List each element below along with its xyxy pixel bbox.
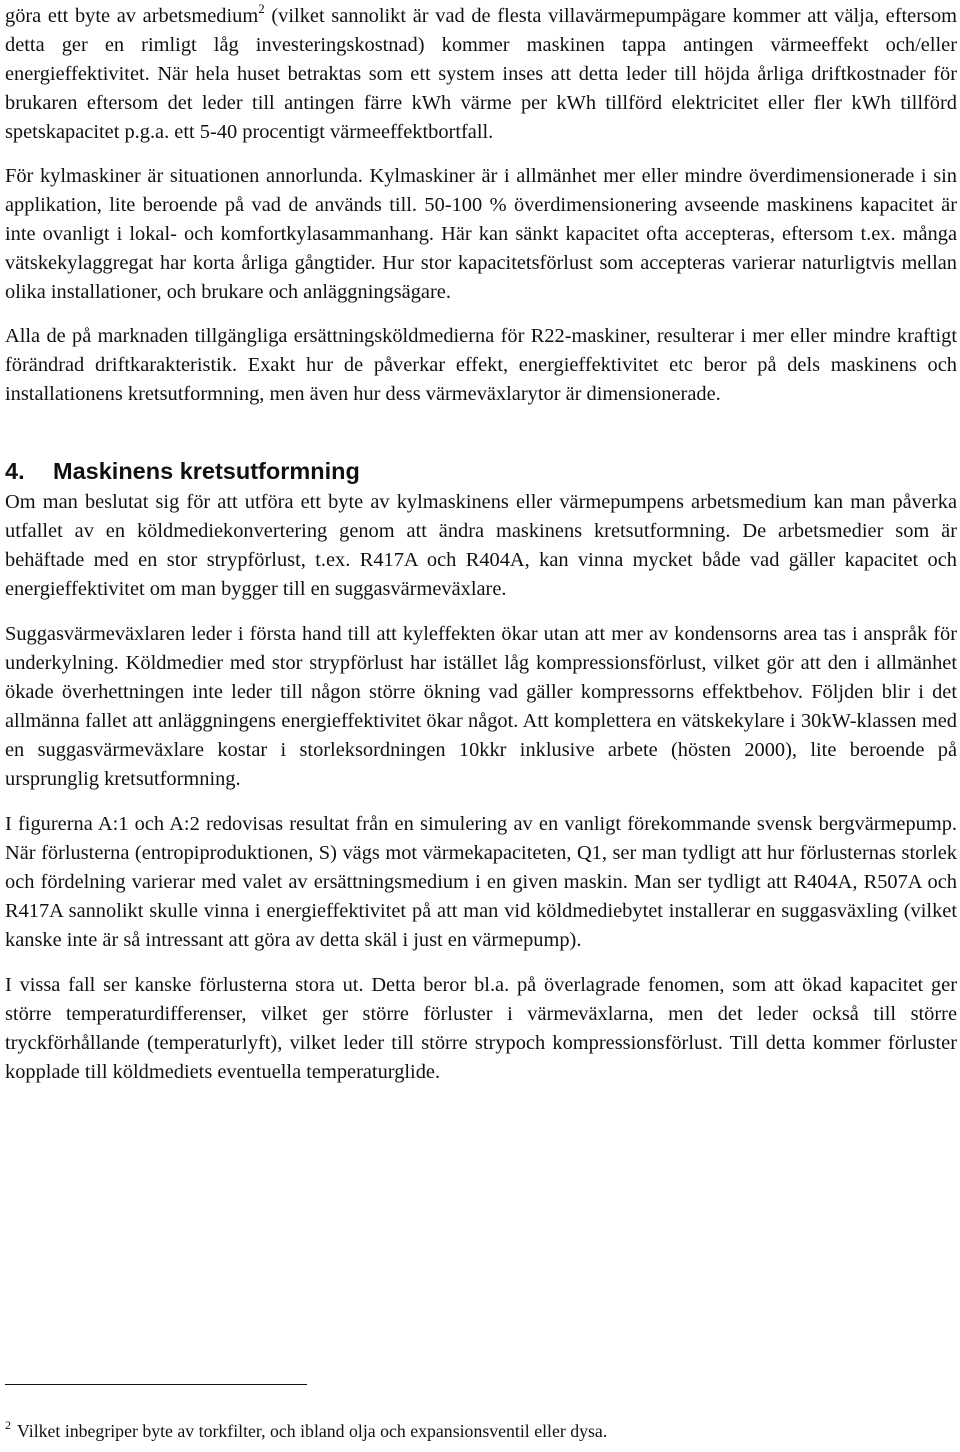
paragraph-text: göra ett byte av arbetsmedium [5, 5, 259, 27]
paragraph-text: (vilket sannolikt är vad de flesta villavärmepumpägare kommer att välja, eftersom detta ger en rimligt låg investeringskostnad) kommer maskinen tappa antingen värmeeffekt och/eller energieffektivitet. När hela huset betraktas som ett system inses att detta leder till höjda årliga driftkostnader för brukaren eftersom det leder till antingen färre kWh värme per kWh tillförd elektricitet eller fler kWh tillförd spetskapacitet p.g.a. ett 5-40 procentigt värmeeffektbortfall. [5, 5, 957, 143]
paragraph-7: I vissa fall ser kanske förlusterna stora ut. Detta beror bl.a. på överlagrade fenomen, som att ökad kapacitet ger större temperaturdifferenser, vilket ger större förluster i värmeväxlarna, men det leder också till större tryckförhållande (temperaturlyft), vilket leder till större strypoch kompressionsförlust. Till detta kommer förluster kopplade till köldmediets eventuella temperaturglide. [5, 974, 957, 1083]
paragraph-2: För kylmaskiner är situationen annorlunda. Kylmaskiner är i allmänhet mer eller mindre överdimensionerade i sin applikation, lite beroende på vad de används till. 50-100 % överdimensionering avseende maskinens kapacitet är inte ovanligt i lokal- och komfortkylasammanhang. Här kan sänkt kapacitet ofta accepteras, eftersom t.ex. många vätskekylaggregat har korta årliga gångtider. Hur stor kapacitetsförlust som accepteras varierar naturligtvis mellan olika installationer, och brukare och anläggningsägare. [5, 165, 957, 303]
paragraph-5: Suggasvärmeväxlaren leder i första hand till att kyleffekten ökar utan att mer av kondensorns area tas i anspråk för underkylning. Köldmedier med stor strypförlust har istället låg kompressionsförlust, vilket gör att den i allmänhet ökade överhettningen inte leder till någon större ökning vad gäller kompressorns effektbehov. Följden blir i det allmänna fallet att anläggningens energieffektivitet ökar något. Att komplettera en vätskekylare i 30kW-klassen med en suggasvärmeväxlare kostar i storleksordningen 10kkr inklusive arbete (hösten 2000), lite beroende på ursprunglig kretsutformning. [5, 623, 957, 790]
document-page [5, 2, 957, 1087]
paragraph-4: Om man beslutat sig för att utföra ett byte av kylmaskinens eller värmepumpens arbetsmedium kan man påverka utfallet av en köldmediekonvertering genom att ändra maskinens kretsutformning. De arbetsmedier som är behäftade med en stor strypförlust, t.ex. R417A och R404A, kan vinna mycket både vad gäller kapacitet och energieffektivitet om man bygger till en suggasvärmeväxlare. [5, 491, 957, 600]
footnote-separator [5, 1384, 307, 1385]
footnote-text: Vilket inbegriper byte av torkfilter, och ibland olja och expansionsventil eller dysa. [17, 1421, 608, 1441]
section-heading [5, 456, 957, 486]
paragraph-1 [5, 2, 957, 147]
paragraph-6: I figurerna A:1 och A:2 redovisas resultat från en simulering av en vanligt förekommande svensk bergvärmepump. När förlusterna (entropiproduktionen, S) vägs mot värmekapaciteten, Q1, ser man tydligt att hur förlusternas storlek och fördelning varierar med valet av ersättningsmedium i en given maskin. Man ser tydligt att R404A, R507A och R417A sannolikt skulle vinna i energieffektivitet på att man vid köldmediebytet installerar en suggasväxling (vilket kanske inte är så intressant att göra av detta skäl i just en värmepump). [5, 813, 957, 951]
section-title: Maskinens kretsutformning [53, 458, 360, 484]
footnote-mark: 2 [5, 1418, 11, 1432]
footnote-reference[interactable]: 2 [258, 1, 265, 16]
paragraph-3: Alla de på marknaden tillgängliga ersättningsköldmedierna för R22-maskiner, resulterar i mer eller mindre kraftigt förändrad driftkarakteristik. Exakt hur de påverkar effekt, energieffektivitet etc beror på dels maskinens och installationens kretsutformning, men även hur dess värmeväxlarytor är dimensionerade. [5, 325, 957, 405]
footnote [5, 1420, 607, 1442]
section-number: 4. [5, 458, 25, 484]
